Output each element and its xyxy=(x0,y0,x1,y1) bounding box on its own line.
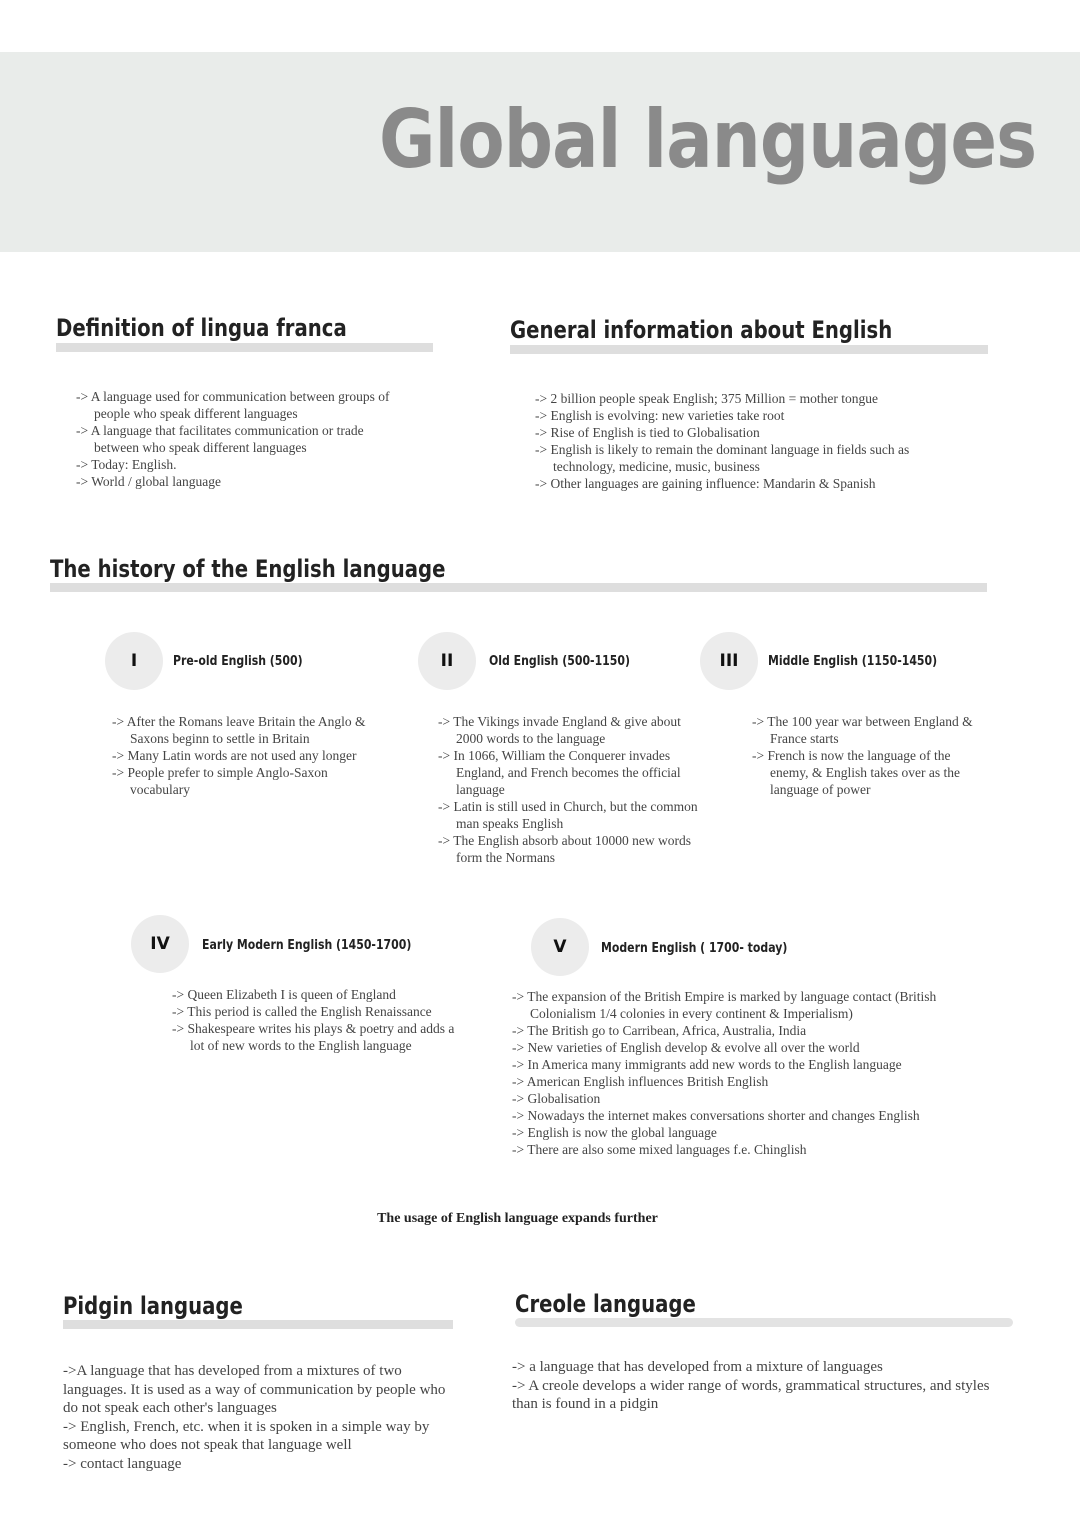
list-item: -> The expansion of the British Empire is marked by language contact (British Colonialism 1/4 colonies in every continent & Imperialism) xyxy=(512,989,937,1021)
period-3-list xyxy=(738,713,978,798)
english-info-heading: General information about English xyxy=(510,316,893,344)
period-3-title: Middle English (1150-1450) xyxy=(768,654,938,669)
list-item: -> Globalisation xyxy=(512,1091,601,1106)
period-2-numeral: II xyxy=(418,632,476,690)
list-item: -> The Vikings invade England & give about 2000 words to the language xyxy=(438,714,681,746)
period-5-numeral: V xyxy=(531,918,589,976)
list-item: -> The 100 year war between England & France starts xyxy=(752,714,973,746)
list-item: -> English, French, etc. when it is spoken in a simple way by someone who does not speak that language well xyxy=(63,1418,430,1453)
list-item: -> The English absorb about 10000 new words form the Normans xyxy=(438,833,691,865)
creole-heading: Creole language xyxy=(515,1290,696,1318)
list-item: -> Today: English. xyxy=(76,457,177,472)
list-item: -> A creole develops a wider range of words, grammatical structures, and styles than is found in a pidgin xyxy=(512,1377,990,1412)
list-item: -> Many Latin words are not used any longer xyxy=(112,748,357,763)
period-5-list xyxy=(498,988,968,1158)
lingua-franca-underline xyxy=(56,343,433,352)
list-item: ->A language that has developed from a mixtures of two languages. It is used as a way of communication by people who do not speak each other's languages xyxy=(63,1363,446,1416)
lingua-franca-heading: Definition of lingua franca xyxy=(56,314,347,342)
period-4-list xyxy=(172,986,457,1054)
period-2-list xyxy=(424,713,699,866)
list-item: -> English is likely to remain the dominant language in fields such as technology, medicine, music, business xyxy=(535,442,910,474)
list-item: -> After the Romans leave Britain the Anglo & Saxons beginn to settle in Britain xyxy=(112,714,366,746)
history-heading: The history of the English language xyxy=(50,555,446,583)
english-info-list xyxy=(521,390,966,492)
creole-list xyxy=(512,1358,992,1414)
list-item: -> New varieties of English develop & evolve all over the world xyxy=(512,1040,860,1055)
period-1-numeral: I xyxy=(105,632,163,690)
list-item: -> a language that has developed from a mixture of languages xyxy=(512,1359,883,1375)
list-item: -> A language that facilitates communication or trade between who speak different languages xyxy=(76,423,364,455)
list-item: -> Shakespeare writes his plays & poetry and adds a lot of new words to the English language xyxy=(172,1021,455,1053)
period-1-list xyxy=(98,713,383,798)
period-5-title: Modern English ( 1700- today) xyxy=(601,941,788,956)
pidgin-heading: Pidgin language xyxy=(63,1292,243,1320)
list-item: -> Rise of English is tied to Globalisation xyxy=(535,425,760,440)
list-item: -> This period is called the English Renaissance xyxy=(172,1004,432,1019)
history-conclusion: The usage of English language expands further xyxy=(377,1211,658,1226)
pidgin-underline xyxy=(63,1320,453,1329)
list-item: -> In America many immigrants add new words to the English language xyxy=(512,1057,902,1072)
period-4-title: Early Modern English (1450-1700) xyxy=(202,938,412,953)
list-item: -> French is now the language of the enemy, & English takes over as the language of power xyxy=(752,748,960,797)
list-item: -> 2 billion people speak English; 375 Million = mother tongue xyxy=(535,391,878,406)
list-item: -> People prefer to simple Anglo-Saxon vocabulary xyxy=(112,765,328,797)
period-1-title: Pre-old English (500) xyxy=(173,654,303,669)
list-item: -> Queen Elizabeth I is queen of England xyxy=(172,987,396,1002)
list-item: -> The British go to Carribean, Africa, Australia, India xyxy=(512,1023,807,1038)
creole-underline xyxy=(515,1318,1013,1327)
lingua-franca-list xyxy=(62,388,402,490)
period-2-title: Old English (500-1150) xyxy=(489,654,630,669)
history-underline xyxy=(50,583,987,592)
list-item: -> There are also some mixed languages f.e. Chinglish xyxy=(512,1142,807,1157)
english-info-underline xyxy=(510,345,988,354)
page-title: Global languages xyxy=(378,93,1036,186)
list-item: -> American English influences British English xyxy=(512,1074,769,1089)
list-item: -> English is evolving: new varieties take root xyxy=(535,408,785,423)
list-item: -> World / global language xyxy=(76,474,221,489)
list-item: -> Nowadays the internet makes conversations shorter and changes English xyxy=(512,1108,920,1123)
period-3-numeral: III xyxy=(700,632,758,690)
list-item: -> Latin is still used in Church, but the common man speaks English xyxy=(438,799,698,831)
pidgin-list xyxy=(63,1362,458,1473)
period-4-numeral: IV xyxy=(131,915,189,973)
list-item: -> contact language xyxy=(63,1455,182,1472)
list-item: -> Other languages are gaining influence: Mandarin & Spanish xyxy=(535,476,876,491)
list-item: -> English is now the global language xyxy=(512,1125,717,1140)
list-item: -> In 1066, William the Conquerer invades England, and French becomes the official language xyxy=(438,748,681,797)
list-item: -> A language used for communication between groups of people who speak different languages xyxy=(76,389,390,421)
